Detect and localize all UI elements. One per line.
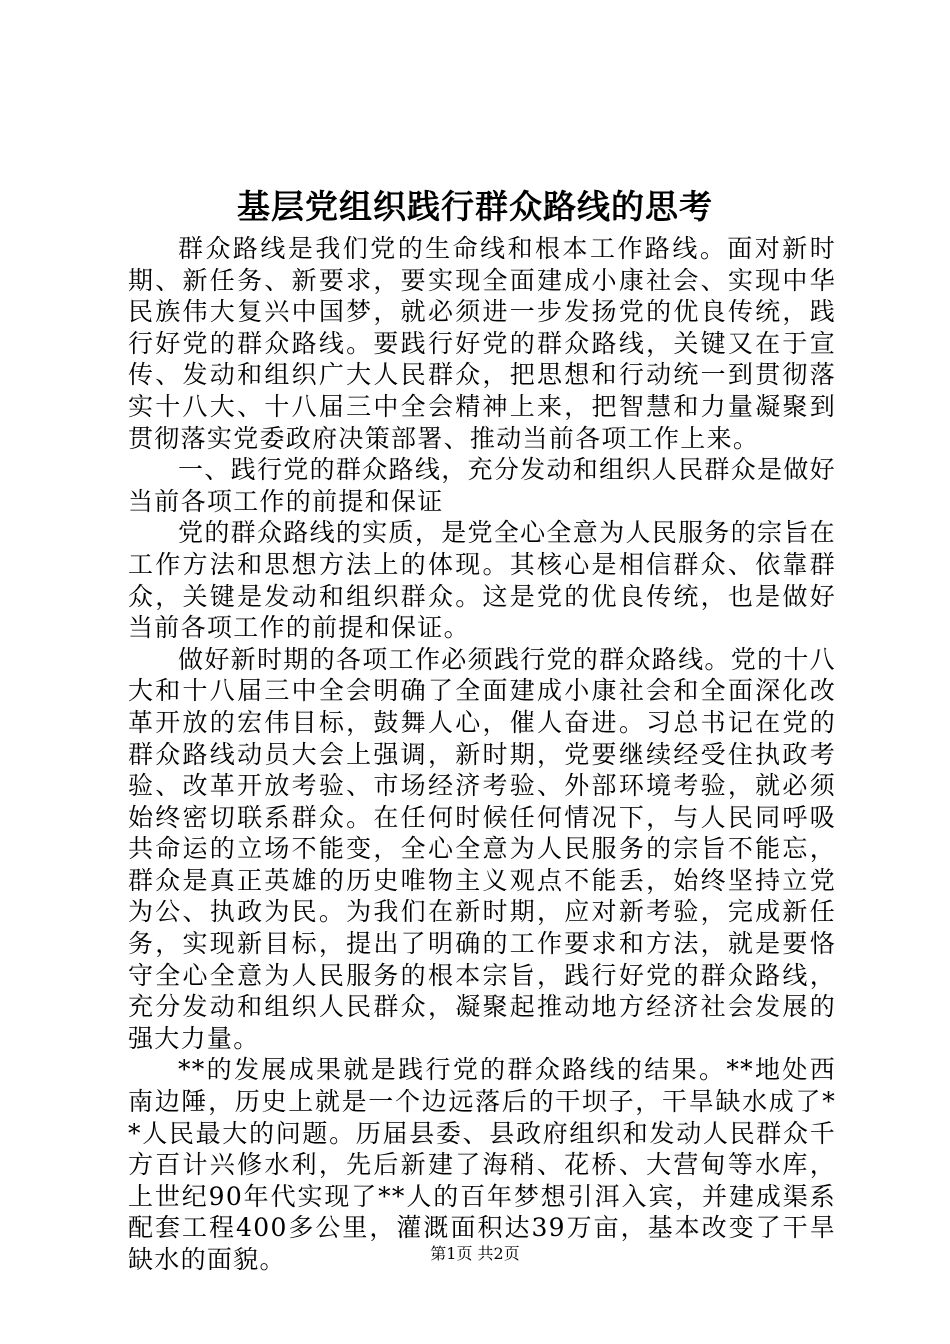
page-footer: 第1页 共2页 xyxy=(430,1244,520,1263)
paragraph-local-results: **的发展成果就是践行党的群众路线的结果。**地处西南边陲，历史上就是一个边远落后的干坝子，干旱缺水成了**人民最大的问题。历届县委、县政府组织和发动人民群众千方百计兴修水利，先后新建了海稍、花桥、大营甸等水库，上世纪90年代实现了**人的百年梦想引洱入宾，并建成渠系配套工程400多公里，灌溉面积达39万亩，基本改变了干旱缺水的面貌。 xyxy=(128,1055,836,1274)
paragraph-new-era: 做好新时期的各项工作必须践行党的群众路线。党的十八大和十八届三中全会明确了全面建成小康社会和全面深化改革开放的宏伟目标，鼓舞人心，催人奋进。习总书记在党的群众路线动员大会上强调，新时期，党要继续经受住执政考验、改革开放考验、市场经济考验、外部环境考验，就必须始终密切联系群众。在任何时候任何情况下，与人民同呼吸共命运的立场不能变，全心全意为人民服务的宗旨不能忘，群众是真正英雄的历史唯物主义观点不能丢，始终坚持立党为公、执政为民。为我们在新时期，应对新考验，完成新任务，实现新目标，提出了明确的工作要求和方法，就是要恪守全心全意为人民服务的根本宗旨，践行好党的群众路线，充分发动和组织人民群众，凝聚起推动地方经济社会发展的强大力量。 xyxy=(128,644,836,1053)
document-title: 基层党组织践行群众路线的思考 xyxy=(237,187,713,226)
paragraph-intro: 群众路线是我们党的生命线和根本工作路线。面对新时期、新任务、新要求，要实现全面建成小康社会、实现中华民族伟大复兴中国梦，就必须进一步发扬党的优良传统，践行好党的群众路线。要践行好党的群众路线，关键又在于宣传、发动和组织广大人民群众，把思想和行动统一到贯彻落实十八大、十八届三中全会精神上来，把智慧和力量凝聚到贯彻落实党委政府决策部署、推动当前各项工作上来。 xyxy=(128,234,836,453)
section-heading-1: 一、践行党的群众路线，充分发动和组织人民群众是做好当前各项工作的前提和保证 xyxy=(128,455,836,516)
document-body xyxy=(128,233,836,1276)
paragraph-essence: 党的群众路线的实质，是党全心全意为人民服务的宗旨在工作方法和思想方法上的体现。其核心是相信群众、依靠群众，关键是发动和组织群众。这是党的优良传统，也是做好当前各项工作的前提和保证。 xyxy=(128,518,836,643)
